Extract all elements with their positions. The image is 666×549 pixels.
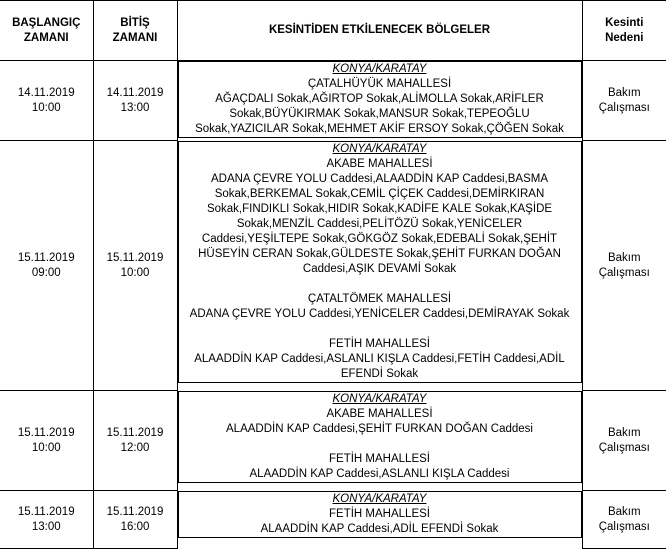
start-date: 15.11.2019 (17, 251, 75, 264)
province-label: KONYA/KARATAY (332, 63, 427, 75)
reason-cell (582, 491, 666, 549)
street-list-line: Caddesi,AŞIK DEVAMİ Sokak (302, 262, 457, 275)
end-hour: 10:00 (120, 266, 150, 279)
start-hour: 10:00 (31, 101, 61, 114)
reason-line1: Bakım (607, 86, 641, 99)
table-row (0, 391, 666, 491)
table-body (0, 61, 666, 549)
street-list-line: HÜSEYİN CERAN Sokak,GÜLDESTE Sokak,ŞEHİT FURKAN DOĞAN (198, 247, 561, 260)
street-list-line: ALAADDİN KAP Caddesi,ASLANLI KIŞLA Caddesi (249, 467, 510, 480)
end-date: 15.11.2019 (106, 251, 164, 264)
regions-header: KESİNTİDEN ETKİLENECEK BÖLGELER (177, 1, 582, 61)
start-hour: 10:00 (31, 441, 61, 454)
street-list-line: ADANA ÇEVRE YOLU Caddesi,YENİCELER Caddesi,DEMİRAYAK Sokak (189, 307, 570, 320)
neighborhood-name: ÇATALHÜYÜK MAHALLESİ (307, 78, 452, 90)
end-time-cell (93, 141, 177, 391)
regions-cell (178, 391, 582, 483)
start-hour: 09:00 (31, 266, 61, 279)
start-time-header (0, 1, 93, 61)
regions-cell (178, 141, 582, 383)
start-date: 15.11.2019 (17, 505, 75, 518)
start-header-line1: BAŞLANGIÇ (12, 16, 81, 29)
regions-cell (178, 61, 582, 138)
group-spacer (179, 277, 581, 292)
neighborhood-name: ÇATALTÖMEK MAHALLESİ (307, 292, 452, 305)
street-list-line: ALAADDİN KAP Caddesi,ASLANLI KIŞLA Caddesi,FETİH Caddesi,ADİL (194, 352, 565, 365)
start-header-line2: ZAMANI (23, 31, 69, 44)
regions-cell (178, 491, 582, 538)
header-row (0, 1, 666, 61)
reason-line2: Çalışması (598, 101, 650, 114)
street-list-line: Sokak,BERKEMAL Sokak,CEMİL ÇİÇEK Caddesi,DEMİRKIRAN (214, 187, 545, 200)
province-label: KONYA/KARATAY (332, 492, 427, 505)
street-list-line: EFENDİ Sokak (340, 367, 419, 380)
start-date: 15.11.2019 (17, 426, 75, 439)
end-hour: 16:00 (120, 520, 150, 533)
neighborhood-name: AKABE MAHALLESİ (326, 407, 433, 420)
group-spacer (179, 437, 581, 452)
province-label: KONYA/KARATAY (332, 392, 427, 405)
street-list-line: AĞAÇDALI Sokak,AĞIRTOP Sokak,ALİMOLLA Sokak,ARİFLER (215, 93, 544, 105)
reason-header-line2: Nedeni (605, 31, 644, 44)
reason-cell (582, 391, 666, 491)
province-label: KONYA/KARATAY (332, 142, 427, 155)
street-list-line: Sokak,YAZICILAR Sokak,MEHMET AKİF ERSOY Sokak,ÇÖĞEN Sokak (195, 123, 564, 135)
reason-line2: Çalışması (598, 266, 650, 279)
end-hour: 13:00 (120, 101, 150, 114)
table-row (0, 141, 666, 391)
reason-cell (582, 61, 666, 141)
end-header-line1: BİTİŞ (120, 16, 150, 29)
street-list-line: Sokak,MENZİL Caddesi,PELİTÖZÜ Sokak,YENİCELER (236, 217, 523, 230)
neighborhood-name: AKABE MAHALLESİ (326, 157, 433, 170)
end-date: 15.11.2019 (106, 505, 164, 518)
start-date: 14.11.2019 (17, 86, 75, 99)
end-header-line2: ZAMANI (112, 31, 158, 44)
street-list-line: Sokak,BÜYÜKIRMAK Sokak,MANSUR Sokak,TEPEOĞLU (229, 108, 530, 120)
start-time-cell (0, 61, 93, 141)
street-list-line: ALAADDİN KAP Caddesi,ŞEHİT FURKAN DOĞAN Caddesi (226, 422, 533, 435)
group-spacer (179, 322, 581, 337)
street-list-line: ADANA ÇEVRE YOLU Caddesi,ALAADDİN KAP Caddesi,BASMA (210, 172, 549, 185)
end-hour: 12:00 (120, 441, 150, 454)
start-hour: 13:00 (31, 520, 61, 533)
reason-line1: Bakım (607, 251, 641, 264)
neighborhood-name: FETİH MAHALLESİ (329, 337, 430, 350)
end-time-cell (93, 61, 177, 141)
reason-cell (582, 141, 666, 391)
neighborhood-name: FETİH MAHALLESİ (329, 507, 430, 520)
reason-line2: Çalışması (598, 441, 650, 454)
end-time-cell (93, 491, 177, 549)
end-date: 15.11.2019 (106, 426, 164, 439)
table-row (0, 61, 666, 141)
street-list-line: ALAADDİN KAP Caddesi,ADİL EFENDİ Sokak (260, 522, 499, 535)
start-time-cell (0, 141, 93, 391)
reason-header-line1: Kesinti (605, 16, 644, 29)
reason-line2: Çalışması (598, 520, 650, 533)
start-time-cell (0, 391, 93, 491)
street-list-line: Caddesi,YEŞİLTEPE Sokak,GÖKGÖZ Sokak,EDEBALİ Sokak,ŞEHİT (201, 232, 558, 245)
end-date: 14.11.2019 (106, 86, 164, 99)
reason-line1: Bakım (607, 505, 641, 518)
neighborhood-name: FETİH MAHALLESİ (329, 452, 430, 465)
reason-header (582, 1, 666, 61)
end-time-header (93, 1, 177, 61)
table-row (0, 491, 666, 549)
start-time-cell (0, 491, 93, 549)
reason-line1: Bakım (607, 426, 641, 439)
street-list-line: Sokak,FINDIKLI Sokak,HIDIR Sokak,KADİFE KALE Sokak,KAŞİDE (206, 202, 553, 215)
end-time-cell (93, 391, 177, 491)
